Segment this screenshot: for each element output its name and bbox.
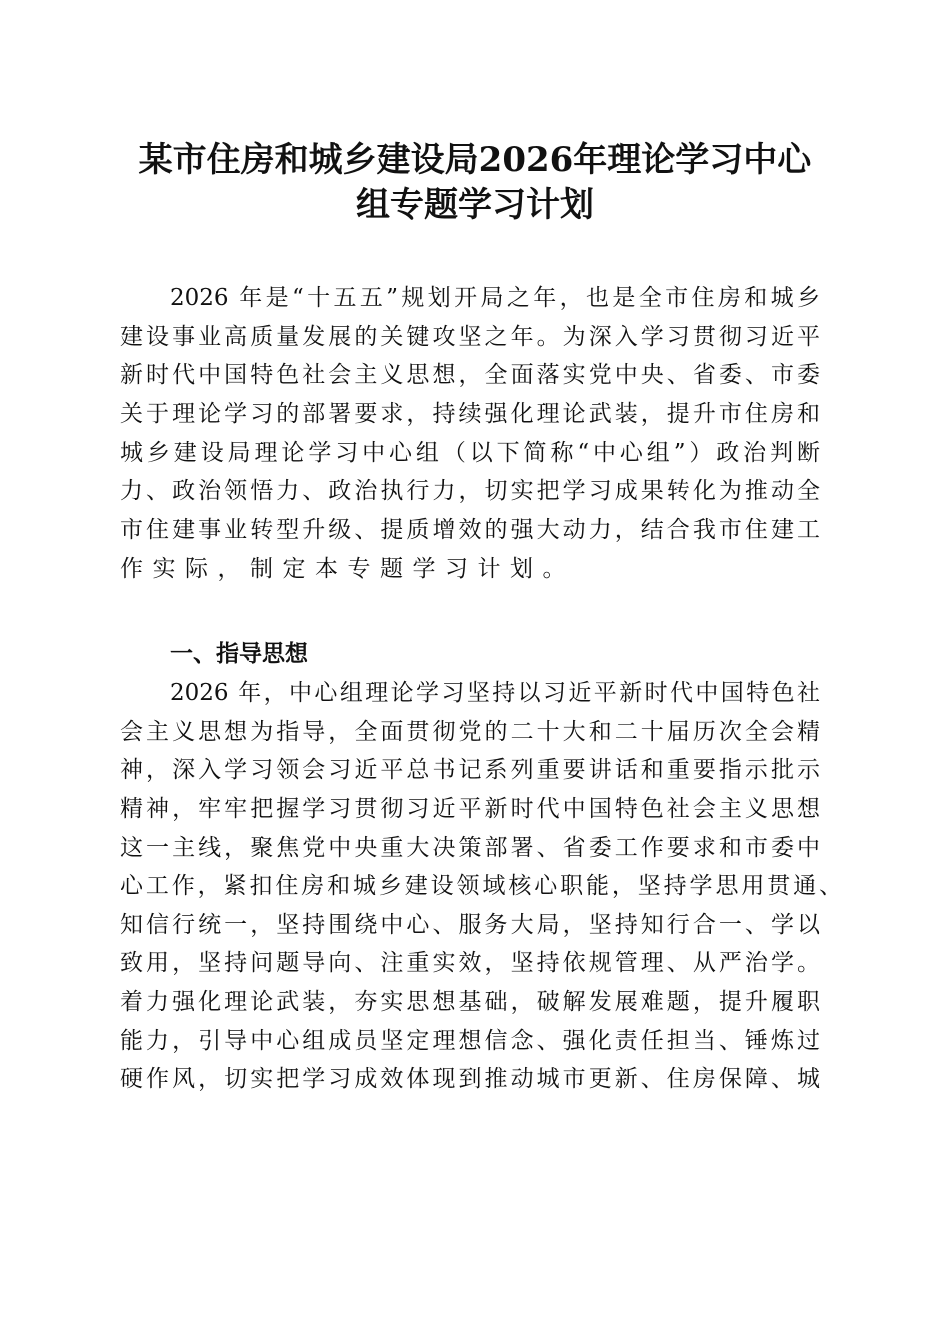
paragraph-line: 会主义思想为指导，全面贯彻党的二十大和二十届历次全会精 xyxy=(120,719,820,745)
paragraph-line: 作实际，制定本专题学习计划。 xyxy=(120,556,575,582)
paragraph-line: 市住建事业转型升级、提质增效的强大动力，结合我市住建工 xyxy=(120,517,820,543)
paragraph-line: 精神，牢牢把握学习贯彻习近平新时代中国特色社会主义思想 xyxy=(120,796,820,822)
document-title-line-2: 组专题学习计划 xyxy=(356,185,594,225)
paragraph-line: 新时代中国特色社会主义思想，全面落实党中央、省委、市委 xyxy=(120,362,820,388)
paragraph-line: 建设事业高质量发展的关键攻坚之年。为深入学习贯彻习近平 xyxy=(120,324,820,350)
paragraph-line: 2026 年，中心组理论学习坚持以习近平新时代中国特色社 xyxy=(170,680,820,706)
paragraph-line: 能力，引导中心组成员坚定理想信念、强化责任担当、锤炼过 xyxy=(120,1028,820,1054)
document-title-line-1: 某市住房和城乡建设局2026年理论学习中心 xyxy=(138,140,812,180)
paragraph-line: 知信行统一，坚持围绕中心、服务大局，坚持知行合一、学以 xyxy=(120,912,820,938)
paragraph-line: 城乡建设局理论学习中心组（以下简称“中心组”）政治判断 xyxy=(120,440,820,466)
paragraph-line: 硬作风，切实把学习成效体现到推动城市更新、住房保障、城 xyxy=(120,1066,820,1092)
paragraph-line: 这一主线，聚焦党中央重大决策部署、省委工作要求和市委中 xyxy=(120,835,820,861)
section-heading: 一、指导思想 xyxy=(170,641,308,667)
paragraph-line: 力、政治领悟力、政治执行力，切实把学习成果转化为推动全 xyxy=(120,478,820,504)
paragraph-line: 着力强化理论武装，夯实思想基础，破解发展难题，提升履职 xyxy=(120,989,820,1015)
paragraph-line: 致用，坚持问题导向、注重实效，坚持依规管理、从严治学。 xyxy=(120,950,820,976)
paragraph-line: 关于理论学习的部署要求，持续强化理论武装，提升市住房和 xyxy=(120,401,820,427)
paragraph-line: 心工作，紧扣住房和城乡建设领域核心职能，坚持学思用贯通、 xyxy=(120,873,842,899)
paragraph-line: 2026 年是“十五五”规划开局之年，也是全市住房和城乡 xyxy=(170,285,820,311)
paragraph-line: 神，深入学习领会习近平总书记系列重要讲话和重要指示批示 xyxy=(120,757,820,783)
